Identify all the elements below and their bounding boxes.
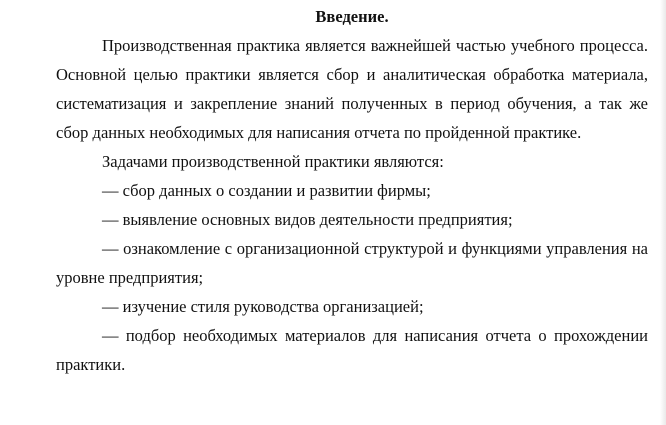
task-item-4: — изучение стиля руководства организацией; — [102, 297, 424, 316]
tasks-intro-paragraph: Задачами производственной практики являются: — [102, 152, 444, 171]
task-item-2: — выявление основных видов деятельности предприятия; — [102, 210, 513, 229]
document-page — [56, 0, 648, 425]
task-item-1: — сбор данных о создании и развитии фирмы; — [102, 181, 431, 200]
intro-paragraph: Производственная практика является важнейшей частью учебного процесса. Основной целью практики является сбор и аналитическая обработка материала, систематизация и закрепление знаний полученных в период обучения, а так же сбор данных необходимых для написания отчета по пройденной практике. — [56, 36, 648, 142]
document-heading: Введение. — [315, 7, 389, 26]
task-item-5: — подбор необходимых материалов для написания отчета о прохождении практики. — [56, 326, 648, 374]
task-item-3: — ознакомление с организационной структурой и функциями управления на уровне предприятия; — [56, 239, 648, 287]
page-edge-shadow — [660, 0, 666, 425]
